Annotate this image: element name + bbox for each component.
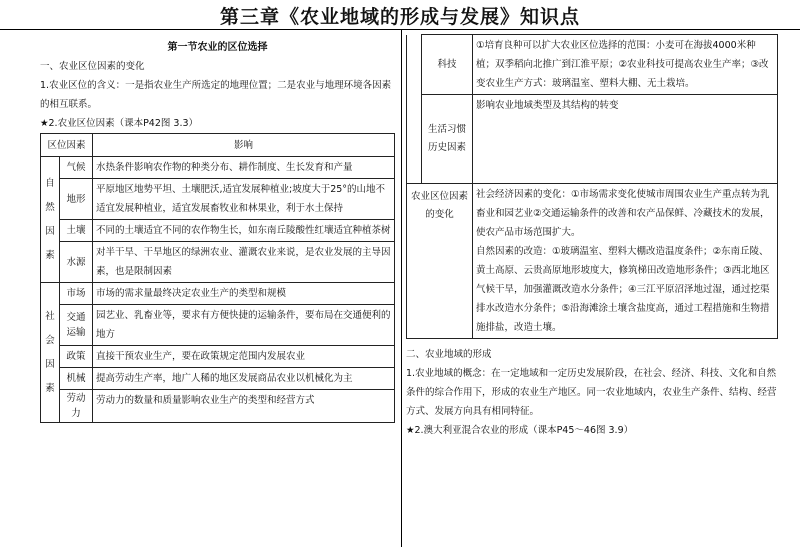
change-label: 农业区位因素的变化 [407,184,473,339]
factor-impact: 对半干旱、干旱地区的绿洲农业、灌溉农业来说，是农业发展的主导因素，也是限制因素 [93,242,395,283]
factor-name: 政策 [60,346,93,368]
location-factors-table [40,133,395,423]
factor-impact: 提高劳动生产率，地广人稀的地区发展商品农业以机械化为主 [93,368,395,390]
factor-impact: 劳动力的数量和质量影响农业生产的类型和经营方式 [93,390,395,423]
habits-label: 生活习惯历史因素 [422,95,473,184]
tech-label: 科技 [422,35,473,95]
right-column [406,34,778,440]
factor-impact: 市场的需求量最终决定农业生产的类型和规模 [93,283,395,305]
factor-name: 水源 [60,242,93,283]
change-text [473,184,778,339]
factor-impact: 直接干预农业生产，要在政策规定范围内发展农业 [93,346,395,368]
factor-name: 土壤 [60,220,93,242]
social-factors-label: 社会因素 [41,283,60,423]
social-change-text: 社会经济因素的变化：①市场需求变化使城市周围农业生产重点转为乳畜业和园艺业②交通运输条件的改善和农产品保鲜、冷藏技术的发展，使农产品市场范围扩大。 [476,189,770,238]
header-factor: 区位因素 [41,134,93,157]
natural-change-text: 自然因素的改造：①玻璃温室、塑料大棚改造温度条件；②东南丘陵、黄土高原、云贵高原地形坡度大，修筑梯田改造地形条件；③西北地区气候干旱，加强灌溉改造水分条件；④三江平原沼泽地过湿，通过挖渠排水改造水分条件；⑤沿海滩涂土壤含盐度高，通过工程措施和生物措施排盐，改造土壤。 [476,246,770,333]
natural-factors-label: 自然因素 [41,157,60,283]
factor-impact: 不同的土壤适宜不同的农作物生长，如东南丘陵酸性红壤适宜种植茶树 [93,220,395,242]
factor-name: 市场 [60,283,93,305]
column-divider [401,30,402,547]
factor-change-table [406,34,778,339]
factor-name: 交通运输 [60,305,93,346]
section-title: 第一节农业的区位选择 [167,42,268,53]
factor-impact: 平原地区地势平坦、土壤肥沃,适宜发展种植业;坡度大于25°的山地不适宜发展种植业，适宜发展畜牧业和林果业，利于水土保持 [93,179,395,220]
paragraph-2: ★2.农业区位因素（课本P42图 3.3） [40,118,199,129]
habits-text: 影响农业地域类型及其结构的转变 [473,95,778,184]
heading-1: 一、农业区位因素的变化 [40,61,145,72]
factor-name: 机械 [60,368,93,390]
page-title: 第三章《农业地域的形成与发展》知识点 [219,6,580,28]
left-column [40,34,395,423]
header-impact: 影响 [93,134,395,157]
factor-name: 劳动力 [60,390,93,423]
tech-text: ①培育良种可以扩大农业区位选择的范围：小麦可在海拔4000米种植；双季稻向北推广到江淮平原；②农业科技可提高农业生产率；③改变农业生产方式：玻璃温室、塑料大棚、无土栽培。 [473,35,778,95]
factor-impact: 水热条件影响农作物的种类分布、耕作制度、生长发育和产量 [93,157,395,179]
heading-2: 二、农业地域的形成 [406,349,492,360]
title-underline [0,29,800,30]
factor-name: 气候 [60,157,93,179]
paragraph-3: 1.农业地域的概念：在一定地域和一定历史发展阶段，在社会、经济、科技、文化和自然条件的综合作用下，形成的农业生产地区。同一农业地域内，农业生产条件、结构、经营方式、发展方向具有相同特征。 [406,368,777,417]
paragraph-4: ★2.澳大利亚混合农业的形成（课本P45～46图 3.9） [406,425,634,436]
factor-impact: 园艺业、乳畜业等，要求有方便快捷的运输条件，要布局在交通便利的地方 [93,305,395,346]
paragraph-1: 1.农业区位的含义：一是指农业生产所选定的地理位置；二是农业与地理环境各因素的相互联系。 [40,80,392,110]
factor-name: 地形 [60,179,93,220]
